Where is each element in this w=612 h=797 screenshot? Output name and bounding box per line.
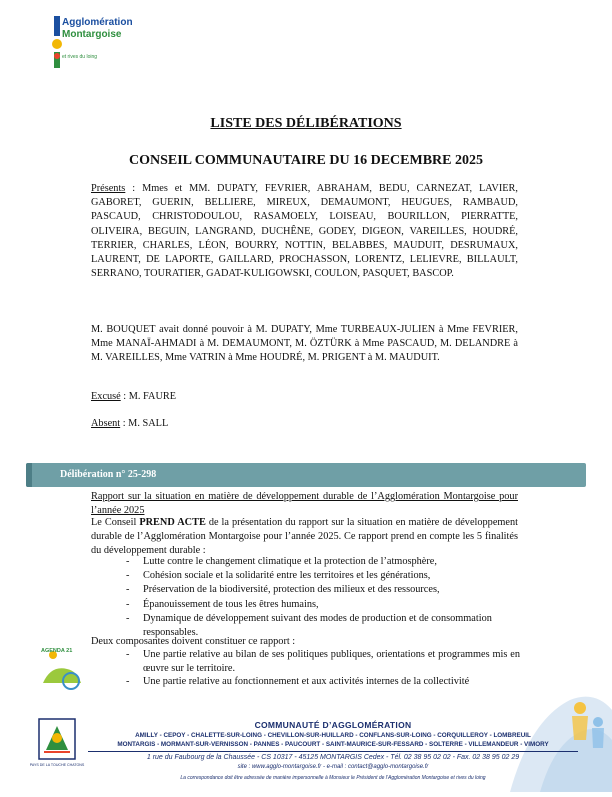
absent-text: : M. SALL — [120, 418, 169, 429]
finalites-list — [126, 555, 526, 640]
footer-note: La correspondance doit être adressée de manière impersonnelle à Monsieur le Président de l’Agglomération Montargoise et rives du loing — [180, 775, 486, 781]
footer-communes-1: AMILLY - CEPOY - CHALETTE-SUR-LOING - CHEVILLON-SUR-HUILLARD - CONFLANS-SUR-LOING - CORQUILLEROY - LOMBREUIL — [135, 732, 531, 739]
agglomeration-logo — [50, 14, 133, 74]
deliberation-number: Délibération n° 25-298 — [60, 469, 157, 480]
excuse-label: Excusé — [91, 391, 121, 402]
footer-pays-logo — [29, 718, 85, 776]
footer-divider — [88, 751, 578, 752]
list-item: - Lutte contre le changement climatique et la protection de l’atmosphère, — [126, 555, 526, 569]
logo-line2: Montargoise — [62, 29, 122, 40]
excuse-line — [91, 390, 518, 404]
deux-composantes-line: Deux composantes doivent constituer ce rapport : — [91, 636, 296, 647]
absent-line — [91, 417, 518, 431]
list-item: - Préservation de la biodiversité, protection des milieux et des ressources, — [126, 583, 526, 597]
footer-web: site : www.agglo-montargoise.fr - e-mail : contact@agglo-montargoise.fr — [237, 764, 429, 770]
rapport-title: Rapport sur la situation en matière de développement durable de l’Agglomération Montargoise pour l’année 2025 — [91, 491, 518, 517]
presents-label: Présents — [91, 183, 126, 194]
bar-cap — [26, 463, 32, 487]
conseil-paragraph — [91, 516, 518, 559]
list-item: - Une partie relative au fonctionnement et aux activités internes de la collectivité — [126, 675, 520, 689]
conseil-post: de la présentation du rapport sur la situation en matière de développement durable de l’Agglomération Montargoise pour l’année 2025. Ce rapport prend en compte les 5 finalités du développement durable : — [91, 517, 518, 557]
conseil-bold: PREND ACTE — [139, 517, 206, 528]
footer-communes-2: MONTARGIS - MORMANT-SUR-VERNISSON - PANNES - PAUCOURT - SAINT-MAURICE-SUR-FESSARD - SOLTERRE - VILLEMANDEUR - VIMORY — [117, 741, 549, 748]
footer-address: 1 rue du Faubourg de la Chaussée - CS 10317 - 45125 MONTARGIS Cedex - Tél. 02 38 95 02 02 - Fax. 02 38 95 02 29 — [146, 754, 520, 761]
absent-label: Absent — [91, 418, 121, 429]
footer-logo-caption: PAYS DE LA TOUCHE CHATONS — [29, 763, 85, 767]
list-title: LISTE DES DÉLIBÉRATIONS — [210, 116, 402, 131]
list-item: - Dynamique de développement suivant des modes de production et de consommation responsables. — [126, 612, 526, 640]
list-item: - Une partie relative au bilan de ses politiques publiques, orientations et programmes mis en œuvre sur le territoire. — [126, 648, 520, 675]
logo-line3: et rives du loing — [62, 54, 98, 60]
agenda21-logo — [37, 643, 87, 693]
excuse-text: : M. FAURE — [120, 391, 177, 402]
pouvoir-paragraph: M. BOUQUET avait donné pouvoir à M. DUPATY, Mme TURBEAUX-JULIEN à Mme FEVRIER, Mme MANAÏ-AHMADI à M. DEMAUMONT, M. ÖZTÜRK à Mme PASCAUD, M. DELANDRE à M. VAREILLES, Mme VATRIN à Mme HOUDRÉ, M. PRIGENT à M. MAUDUIT. — [91, 324, 518, 364]
conseil-pre: Le Conseil — [91, 517, 140, 528]
presents-paragraph — [91, 182, 518, 281]
composantes-list — [126, 648, 520, 689]
council-title: CONSEIL COMMUNAUTAIRE DU 16 DECEMBRE 2025 — [128, 153, 484, 168]
agenda21-text: AGENDA 21 — [41, 648, 73, 654]
deliberation-header-bar — [26, 463, 586, 487]
logo-line1: Agglomération — [62, 17, 133, 28]
footer-title: COMMUNAUTÉ D’AGGLOMÉRATION — [254, 720, 412, 730]
list-item: - Épanouissement de tous les êtres humains, — [126, 598, 526, 612]
list-item: - Cohésion sociale et la solidarité entre les territoires et les générations, — [126, 569, 526, 583]
presents-text: : Mmes et MM. DUPATY, FEVRIER, ABRAHAM, BEDU, CARNEZAT, LAVIER, GABORET, GUERIN, BELLIERE, MIREUX, DEMAUMONT, HEUGUES, RAMBAUD, PASCAUD, CHRISTODOULOU, RASAMOELY, LOISEAU, BOURILLON, PIERRATTE, OLIVEIRA, BEGUIN, LANGRAND, DUCHÊNE, GODEY, DIGEON, VAREILLES, HOUDRÉ, TERRIER, CHARLES, LÉON, BOURRY, NOTTIN, BELABBES, MAUDUIT, DESRUMAUX, LAURENT, DE LAPORTE, GAILLARD, PROCHASSON, LORENTZ, LELIEVRE, BILLAULT, SERRANO, TOURATIER, GADAT-KULIGOWSKI, COULON, PASQUET, BASCOP. — [91, 183, 518, 280]
